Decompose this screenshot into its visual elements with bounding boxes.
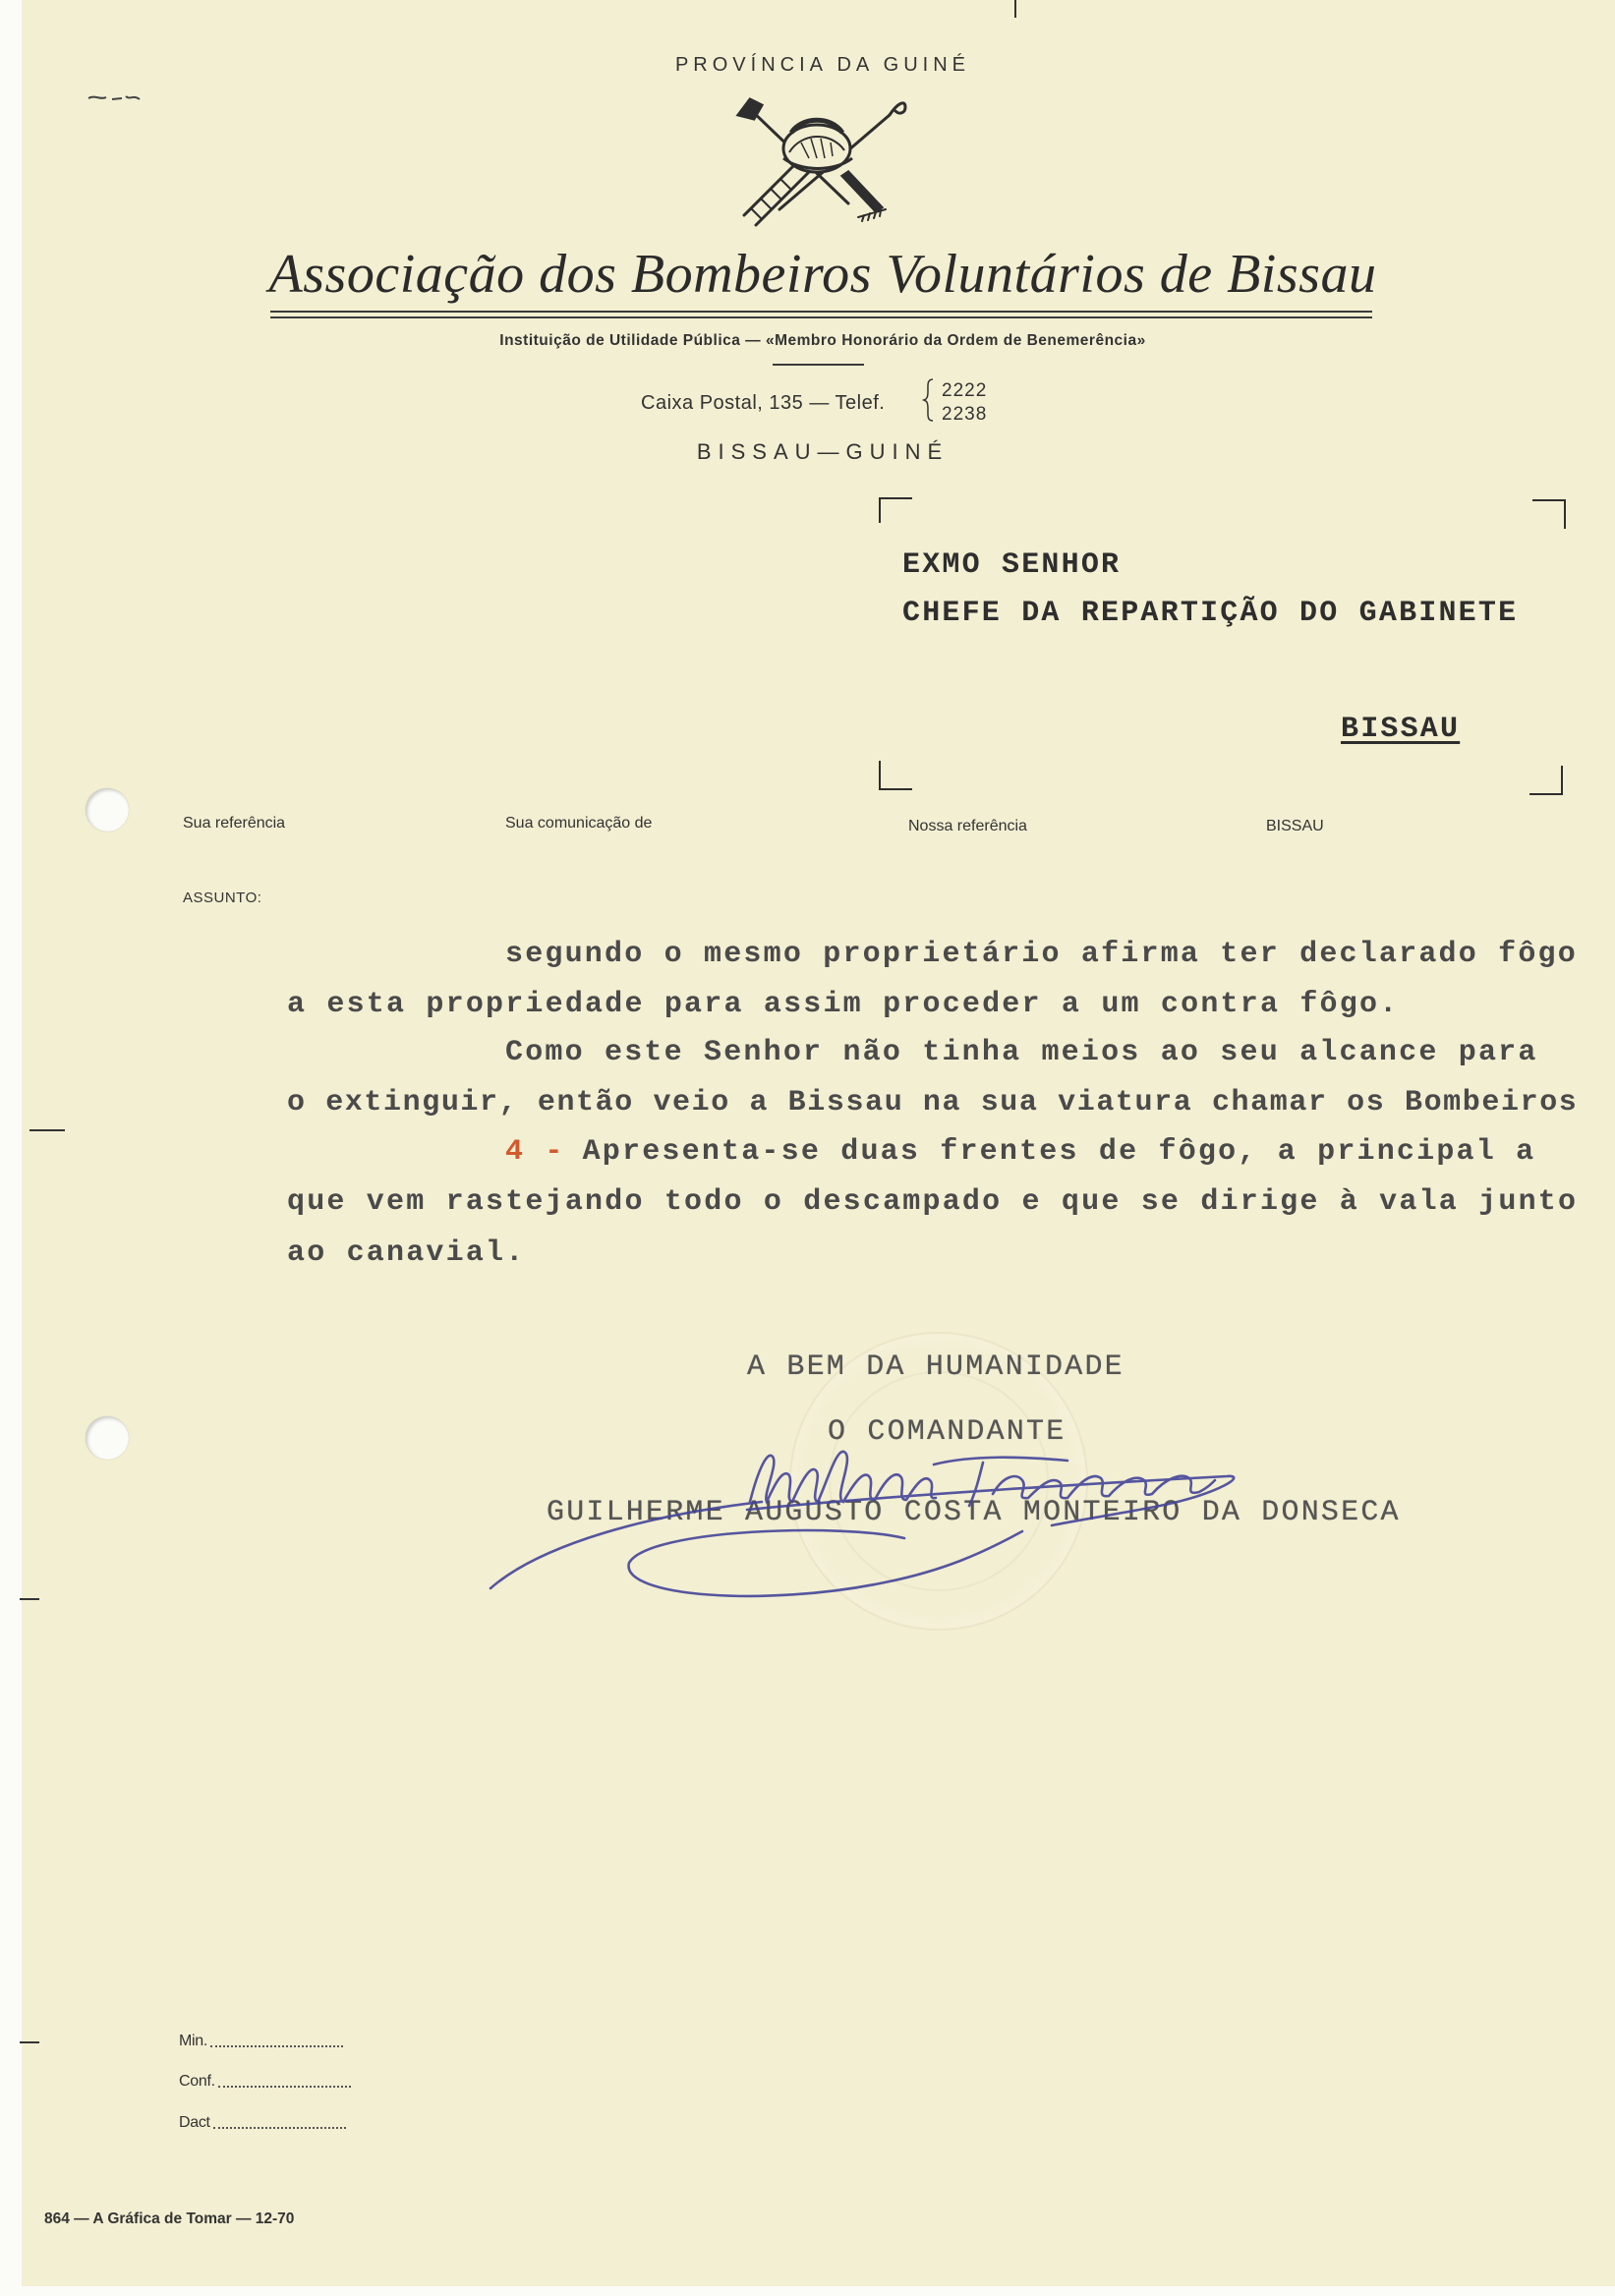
firefighter-emblem-icon	[732, 93, 909, 231]
body-line: o extinguir, então veio a Bissau na sua viatura chamar os Bombeiros	[287, 1086, 1579, 1119]
dotted-leader	[218, 2086, 351, 2088]
address-bracket-bottom-left	[879, 761, 912, 790]
signatory-title: O COMANDANTE	[828, 1415, 1067, 1449]
recipient-city: BISSAU	[1341, 713, 1461, 746]
province-heading: PROVÍNCIA DA GUINÉ	[674, 54, 971, 76]
item-number: 4 -	[505, 1135, 565, 1169]
staple-mark	[87, 90, 142, 106]
conf-field	[179, 2072, 351, 2092]
edge-mark	[1014, 0, 1016, 18]
closing-salutation: A BEM DA HUMANIDADE	[747, 1350, 1125, 1384]
organization-title: Associação dos Bombeiros Voluntários de Bissau	[268, 244, 1377, 305]
our-reference-label: Nossa referência	[908, 818, 1027, 834]
body-line: que vem rastejando todo o descampado e que se dirige à vala junto	[287, 1185, 1579, 1219]
punch-hole	[86, 1416, 129, 1460]
dact-field	[179, 2113, 346, 2133]
your-communication-label: Sua comunicação de	[505, 815, 653, 832]
body-line: Como este Senhor não tinha meios ao seu alcance para	[505, 1036, 1538, 1069]
double-rule	[270, 311, 1372, 313]
city-country: BISSAU—GUINÉ	[696, 439, 950, 464]
address-bracket-top-left	[879, 497, 912, 523]
brace-icon	[922, 377, 936, 423]
recipient-line: EXMO SENHOR	[902, 548, 1122, 582]
address-bracket-bottom-right	[1529, 766, 1563, 795]
dotted-leader	[210, 2045, 343, 2047]
postal-contact: Caixa Postal, 135 — Telef.	[641, 392, 886, 414]
institution-note: Instituição de Utilidade Pública — «Membro Honorário da Ordem de Benemerência»	[499, 332, 1146, 349]
punch-hole	[86, 788, 129, 832]
your-reference-label: Sua referência	[183, 815, 286, 832]
handwritten-signature-icon	[472, 1415, 1258, 1612]
subject-label: ASSUNTO:	[183, 890, 262, 906]
dotted-leader	[213, 2127, 346, 2129]
edge-mark	[20, 2041, 39, 2043]
body-line: a esta propriedade para assim proceder a um contra fôgo.	[287, 988, 1400, 1021]
short-rule	[773, 364, 864, 366]
address-bracket-top-right	[1532, 499, 1566, 529]
conf-label: Conf.	[179, 2073, 215, 2090]
min-label: Min.	[179, 2033, 208, 2049]
place-label: BISSAU	[1266, 818, 1324, 834]
body-line: ao canavial.	[287, 1236, 526, 1270]
item-text: Apresenta-se duas frentes de fôgo, a principal a	[582, 1135, 1536, 1169]
body-line: segundo o mesmo proprietário afirma ter declarado fôgo	[505, 938, 1578, 971]
dact-label: Dact	[179, 2114, 210, 2131]
phone-number: 2238	[942, 404, 988, 425]
double-rule	[270, 316, 1372, 318]
signatory-name: GUILHERME AUGUSTO COSTA MONTEIRO DA DONSECA	[547, 1496, 1401, 1529]
recipient-line: CHEFE DA REPARTIÇÃO DO GABINETE	[902, 597, 1519, 630]
edge-mark	[29, 1129, 65, 1131]
edge-mark	[20, 1598, 39, 1600]
phone-number: 2222	[942, 380, 988, 401]
printer-imprint: 864 — A Gráfica de Tomar — 12-70	[44, 2210, 295, 2227]
min-field	[179, 2032, 343, 2051]
body-line	[505, 1137, 1535, 1167]
